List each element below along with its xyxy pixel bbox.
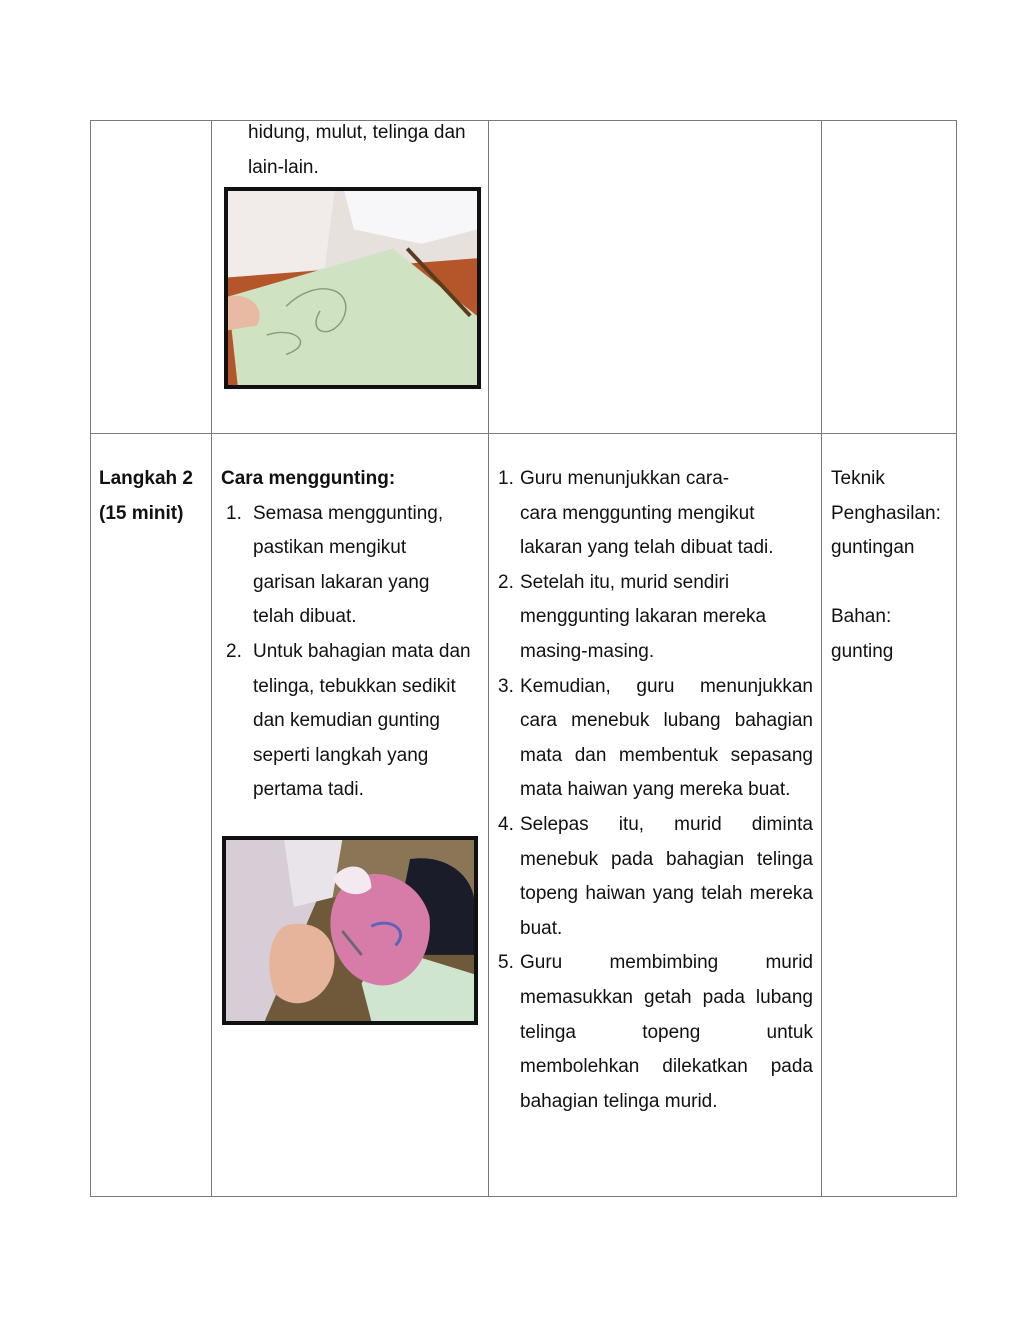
photo-cutting-mask — [222, 836, 478, 1025]
text-line: lain-lain. — [248, 156, 319, 178]
list-number: 2. — [226, 640, 242, 662]
teacher-activity-cell — [498, 462, 813, 1119]
table-border-bottom — [90, 1196, 957, 1197]
list-item — [498, 946, 813, 1119]
list-text: Guru membimbing murid memasukkan getah pada lubang telinga topeng untuk membolehkan dilekatkan pada bahagian telinga murid. — [520, 952, 813, 1112]
list-item — [226, 635, 483, 808]
cutting-method-cell — [221, 462, 483, 808]
technique-label: Teknik — [831, 468, 885, 489]
text-line: lakaran yang telah dibuat tadi. — [520, 537, 774, 559]
text-line: menggunting lakaran mereka — [520, 606, 767, 628]
materials-label: Bahan: — [831, 606, 892, 628]
column-divider — [211, 120, 212, 1197]
list-number: 4. — [498, 813, 514, 835]
list-number: 3. — [498, 675, 514, 697]
list-number: 2. — [498, 571, 514, 593]
text-line: garisan lakaran yang — [253, 571, 430, 593]
table-border-top — [90, 120, 957, 121]
list-item — [498, 808, 813, 946]
text-line: dan kemudian gunting — [253, 710, 440, 732]
text-line: pertama tadi. — [253, 779, 364, 801]
step-duration: (15 minit) — [99, 502, 184, 524]
list-text: Kemudian, guru menunjukkan cara menebuk lubang bahagian mata dan membentuk sepasang mata haiwan yang mereka buat. — [520, 675, 813, 801]
technique-materials-cell — [831, 462, 955, 670]
list-number: 1. — [498, 468, 514, 489]
list-item — [498, 670, 813, 808]
lesson-plan-table — [90, 120, 957, 1197]
step-cell — [99, 462, 209, 531]
text-line: Setelah itu, murid sendiri — [520, 571, 730, 593]
table-border-left — [90, 120, 91, 1197]
text-line: cara menggunting mengikut — [520, 502, 755, 524]
text-line: Guru menunjukkan cara- — [520, 468, 730, 489]
text-line: Semasa menggunting, — [253, 502, 444, 524]
list-number: 1. — [226, 502, 242, 524]
list-number: 5. — [498, 952, 514, 974]
list-item — [226, 497, 483, 635]
technique-value: guntingan — [831, 537, 915, 559]
text-line: telinga, tebukkan sedikit — [253, 675, 456, 697]
column-divider — [488, 120, 489, 1197]
step-title: Langkah 2 — [99, 468, 193, 489]
row-divider — [90, 433, 957, 434]
text-line: seperti langkah yang — [253, 744, 429, 766]
materials-value: gunting — [831, 640, 894, 662]
text-line: pastikan mengikut — [253, 537, 407, 559]
spacer — [831, 566, 955, 601]
text-line: telah dibuat. — [253, 606, 357, 628]
cutting-method-heading: Cara menggunting: — [221, 468, 396, 489]
list-text: Selepas itu, murid diminta menebuk pada bahagian telinga topeng haiwan yang telah mereka buat. — [520, 813, 813, 939]
table-border-right — [956, 120, 957, 1197]
text-line: masing-masing. — [520, 640, 655, 662]
technique-label: Penghasilan: — [831, 502, 941, 524]
text-line: hidung, mulut, telinga dan — [248, 122, 466, 143]
row1-activity-text — [248, 116, 488, 185]
list-item — [498, 566, 813, 670]
list-item — [498, 462, 813, 566]
column-divider — [821, 120, 822, 1197]
text-line: Untuk bahagian mata dan — [253, 640, 471, 662]
photo-drawing-sketch — [224, 187, 481, 389]
